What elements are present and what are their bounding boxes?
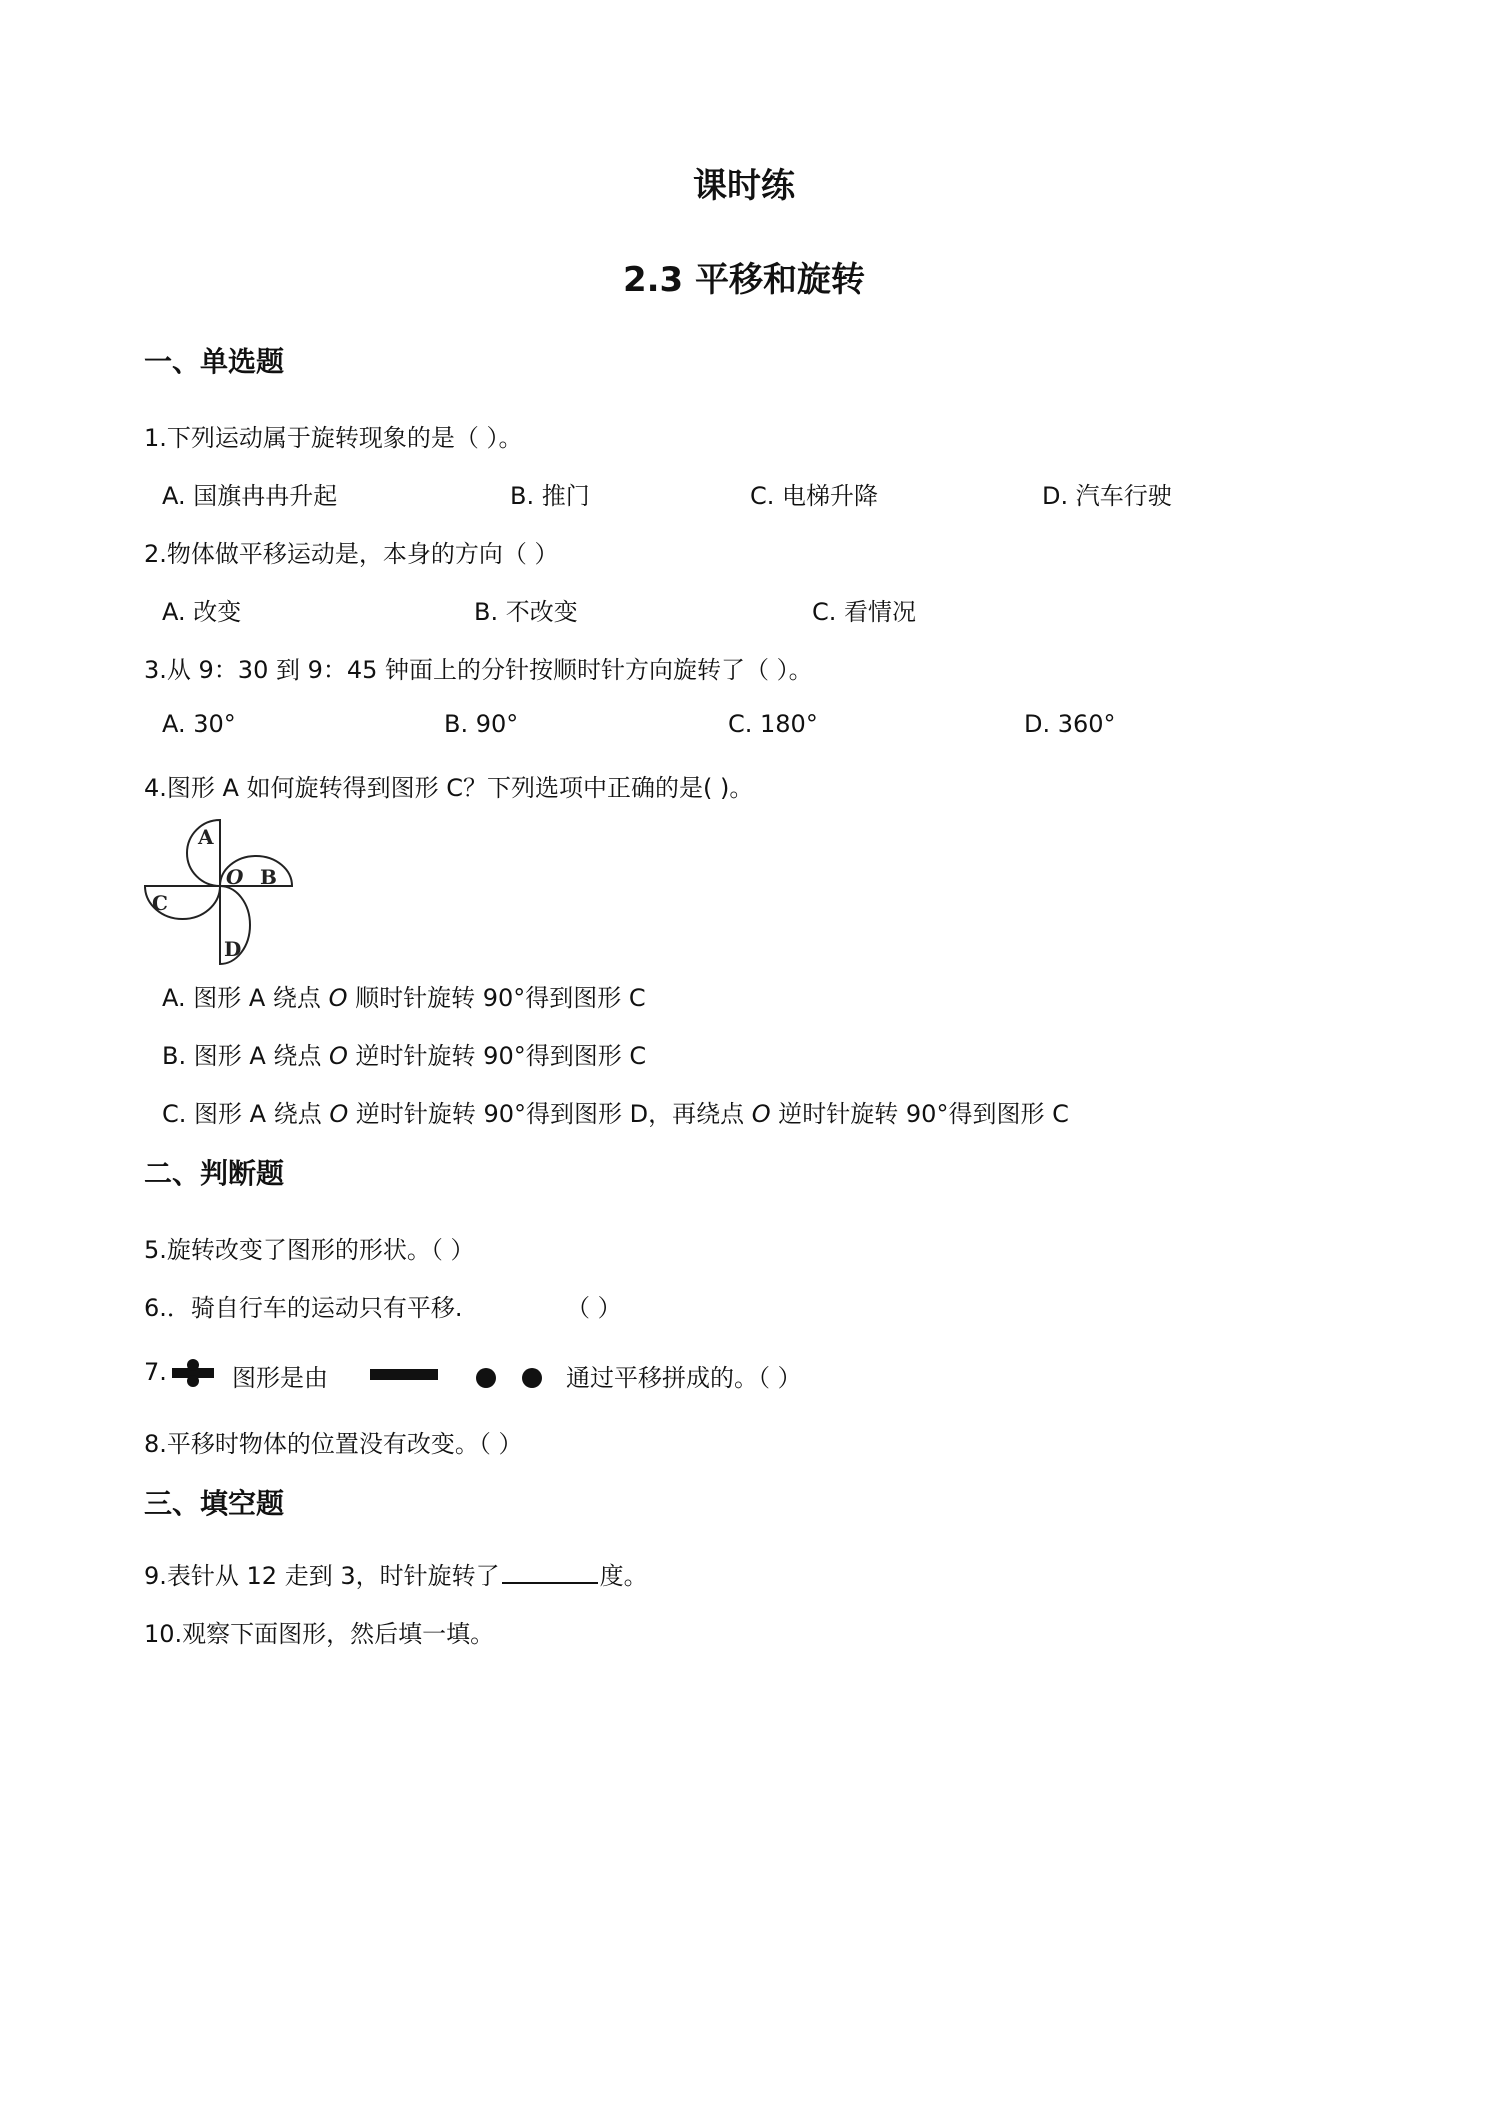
q3-option-d: D. 360°	[1024, 710, 1116, 738]
label-o: O	[226, 865, 244, 889]
label-c: C	[152, 891, 168, 915]
question-6-paren: （ ）	[566, 1294, 622, 1322]
cross-shape-icon	[170, 1358, 216, 1388]
section-heading-single-choice: 一、单选题	[144, 345, 285, 378]
q1-option-b: B. 推门	[510, 482, 590, 510]
dot-shape-icon	[474, 1366, 498, 1390]
question-7-text-tail: 通过平移拼成的。（ ）	[566, 1364, 802, 1392]
q1-option-a: A. 国旗冉冉升起	[162, 482, 338, 510]
q2-option-c: C. 看情况	[812, 598, 917, 626]
bar-shape-icon	[370, 1366, 440, 1382]
question-1: 1.下列运动属于旋转现象的是（ ）。	[144, 424, 523, 452]
question-3: 3.从 9：30 到 9：45 钟面上的分针按顺时针方向旋转了（ ）。	[144, 656, 813, 684]
rotation-figure-svg	[140, 818, 300, 968]
question-5: 5.旋转改变了图形的形状。（ ）	[144, 1236, 475, 1264]
q2-option-a: A. 改变	[162, 598, 242, 626]
question-7-number: 7.	[144, 1358, 167, 1386]
question-2: 2.物体做平移运动是，本身的方向（ ）	[144, 540, 559, 568]
q2-option-b: B. 不改变	[474, 598, 578, 626]
question-9: 9.表针从 12 走到 3，时针旋转了 度。	[144, 1562, 648, 1590]
q3-option-a: A. 30°	[162, 710, 236, 738]
label-b: B	[260, 865, 277, 889]
document-title: 课时练	[693, 166, 795, 206]
q1-option-d: D. 汽车行驶	[1042, 482, 1172, 510]
document-subtitle: 2.3 平移和旋转	[622, 260, 866, 300]
q4-option-c: C. 图形 A 绕点 O 逆时针旋转 90°得到图形 D，再绕点 O 逆时针旋转 90°得到图形 C	[162, 1100, 1069, 1128]
label-a: A	[198, 825, 214, 849]
question-4: 4.图形 A 如何旋转得到图形 C？下列选项中正确的是( )。	[144, 774, 754, 802]
q4-option-a: A. 图形 A 绕点 O 顺时针旋转 90°得到图形 C	[162, 984, 646, 1012]
q3-option-b: B. 90°	[444, 710, 519, 738]
section-heading-fill-blank: 三、填空题	[144, 1487, 285, 1520]
question-8: 8.平移时物体的位置没有改变。（ ）	[144, 1430, 523, 1458]
answer-blank[interactable]	[502, 1562, 598, 1584]
label-d: D	[224, 937, 242, 961]
section-heading-true-false: 二、判断题	[144, 1157, 285, 1190]
question-10: 10.观察下面图形，然后填一填。	[144, 1620, 495, 1648]
question-6: 6.．骑自行车的运动只有平移.	[144, 1294, 463, 1322]
q1-option-c: C. 电梯升降	[750, 482, 879, 510]
question-7-text-mid: 图形是由	[232, 1364, 328, 1392]
dot-shape-icon	[520, 1366, 544, 1390]
rotation-figure	[140, 818, 300, 968]
q3-option-c: C. 180°	[728, 710, 818, 738]
q4-option-b: B. 图形 A 绕点 O 逆时针旋转 90°得到图形 C	[162, 1042, 647, 1070]
